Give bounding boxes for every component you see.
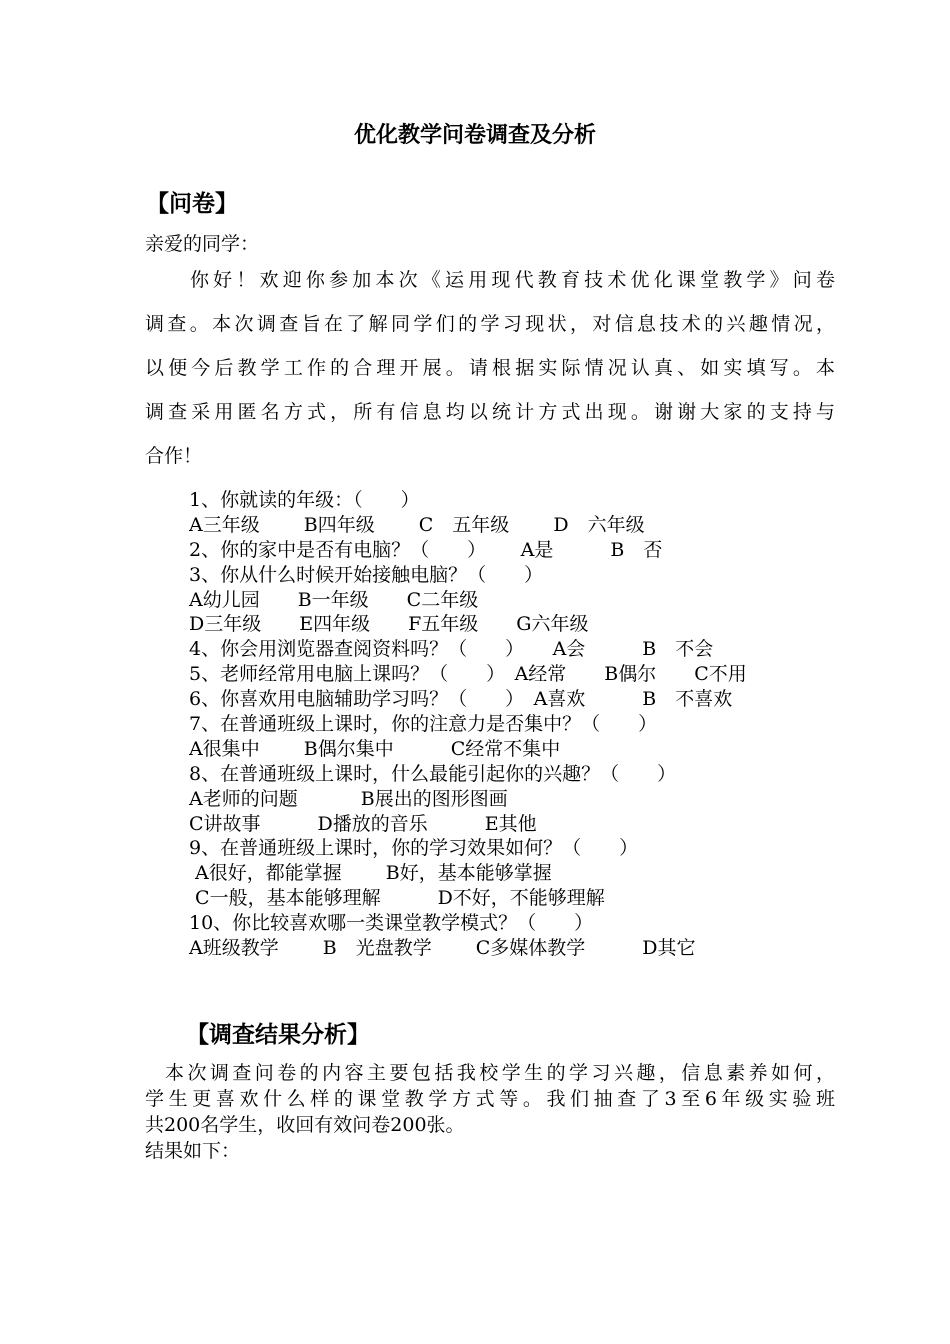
question-line: 2、你的家中是否有电脑？（ ） A是 B 否 bbox=[189, 538, 663, 561]
question-line: 8、在普通班级上课时，什么最能引起你的兴趣？（ ） bbox=[189, 762, 677, 785]
intro-line: 你好！欢迎你参加本次《运用现代教育技术优化课堂教学》问卷 bbox=[190, 269, 835, 291]
analysis-line: 学生更喜欢什么样的课堂教学方式等。我们抽查了3至6年级实验班 bbox=[145, 1088, 835, 1110]
analysis-line: 结果如下： bbox=[145, 1140, 241, 1162]
question-line: 1、你就读的年级：（ ） bbox=[189, 489, 420, 511]
greeting-line: 亲爱的同学： bbox=[145, 233, 260, 255]
intro-paragraph bbox=[145, 230, 835, 478]
question-line: A很好，都能掌握 B好，基本能够掌握 bbox=[189, 862, 552, 885]
question-line: A班级教学 B 光盘教学 C多媒体教学 D其它 bbox=[189, 937, 696, 960]
question-list bbox=[189, 488, 747, 961]
question-line: 6、你喜欢用电脑辅助学习吗？（ ） A喜欢 B 不喜欢 bbox=[189, 688, 733, 711]
question-line: C一般，基本能够理解 D不好，不能够理解 bbox=[189, 887, 605, 910]
question-line: A老师的问题 B展出的图形图画 bbox=[189, 787, 508, 810]
question-line: 5、老师经常用电脑上课吗？（ ） A经常 B偶尔 C不用 bbox=[189, 663, 747, 686]
question-line: A三年级 B四年级 C 五年级 D 六年级 bbox=[189, 513, 645, 536]
question-line: 9、在普通班级上课时，你的学习效果如何？（ ） bbox=[189, 837, 639, 860]
question-line: 4、你会用浏览器查阅资料吗？（ ） A会 B 不会 bbox=[189, 638, 714, 661]
question-line: A幼儿园 B一年级 C二年级 bbox=[189, 588, 479, 611]
questionnaire-heading: 【问卷】 bbox=[146, 191, 238, 217]
analysis-heading: 【调查结果分析】 bbox=[186, 1022, 370, 1048]
analysis-line: 本次调查问卷的内容主要包括我校学生的学习兴趣，信息素养如何， bbox=[165, 1062, 835, 1084]
analysis-line: 共200名学生，收回有效问卷200张。 bbox=[145, 1114, 465, 1136]
analysis-paragraph bbox=[145, 1060, 835, 1164]
question-line: 7、在普通班级上课时，你的注意力是否集中？（ ） bbox=[189, 713, 658, 736]
intro-line: 合作！ bbox=[145, 445, 203, 467]
intro-line: 调查。本次调查旨在了解同学们的学习现状，对信息技术的兴趣情况， bbox=[145, 313, 835, 335]
question-line: 10、你比较喜欢哪一类课堂教学模式？（ ） bbox=[189, 912, 594, 935]
intro-line: 调查采用匿名方式，所有信息均以统计方式出现。谢谢大家的支持与 bbox=[145, 401, 835, 423]
question-line: 3、你从什么时候开始接触电脑？（ ） bbox=[189, 563, 544, 586]
question-line: D三年级 E四年级 F五年级 G六年级 bbox=[189, 613, 589, 636]
question-line: C讲故事 D播放的音乐 E其他 bbox=[189, 812, 537, 835]
intro-line: 以便今后教学工作的合理开展。请根据实际情况认真、如实填写。本 bbox=[145, 357, 835, 379]
question-line: A很集中 B偶尔集中 C经常不集中 bbox=[189, 737, 561, 760]
document-title: 优化教学问卷调查及分析 bbox=[353, 123, 596, 148]
